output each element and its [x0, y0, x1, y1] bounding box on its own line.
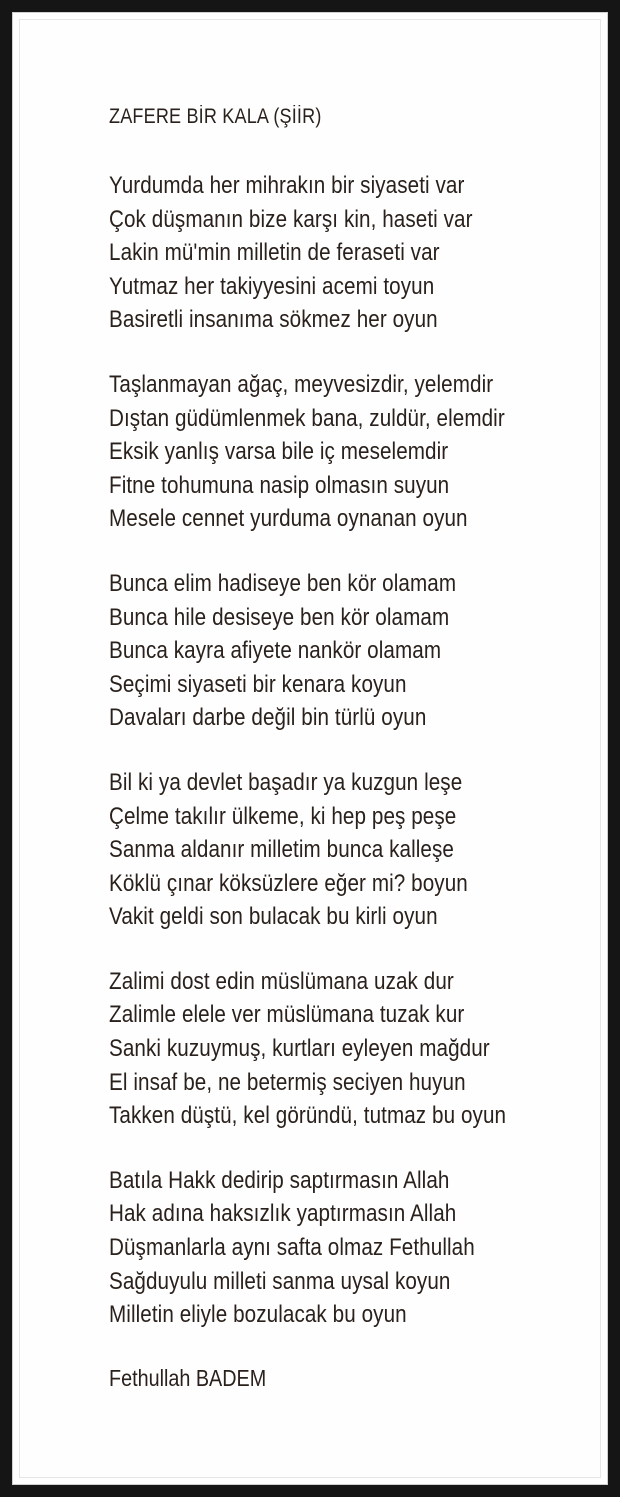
poem-line: Vakit geldi son bulacak bu kirli oyun: [109, 903, 438, 931]
poem-line: Eksik yanlış varsa bile iç meselemdir: [109, 438, 449, 466]
poem-line: Bil ki ya devlet başadır ya kuzgun leşe: [109, 768, 463, 796]
poem-line: Dıştan güdümlenmek bana, zuldür, elemdir: [109, 404, 505, 432]
poem-line: Bunca kayra afiyete nankör olamam: [109, 637, 442, 665]
poem-title: ZAFERE BİR KALA (ŞİİR): [109, 105, 322, 128]
poem-line: El insaf be, ne betermiş seciyen huyun: [109, 1068, 466, 1096]
poem-line: Yurdumda her mihrakın bir siyaseti var: [109, 172, 465, 199]
poem-line: Çok düşmanın bize karşı kin, haseti var: [109, 205, 473, 233]
stanza-4: [109, 766, 513, 934]
poem-line: Lakin mü'min milletin de feraseti var: [109, 239, 440, 267]
poem-line: Taşlanmayan ağaç, meyvesizdir, yelemdir: [109, 370, 494, 398]
poem-line: Takken düştü, kel göründü, tutmaz bu oyun: [109, 1102, 507, 1130]
stanza-3: [109, 567, 513, 735]
poem-line: Seçimi siyaseti bir kenara koyun: [109, 670, 407, 698]
poem-line: Düşmanlarla aynı safta olmaz Fethullah: [109, 1234, 475, 1262]
stanza-1: [109, 169, 513, 337]
poem-line: Sağduyulu milleti sanma uysal koyun: [109, 1267, 451, 1295]
poem-line: Mesele cennet yurduma oynanan oyun: [109, 505, 468, 533]
poem-line: Zalimle elele ver müslümana tuzak kur: [109, 1001, 465, 1029]
stanza-6: [109, 1164, 513, 1332]
poem-line: Hak adına haksızlık yaptırmasın Allah: [109, 1200, 457, 1228]
poem-line: Bunca hile desiseye ben kör olamam: [109, 603, 450, 631]
poem-line: Davaları darbe değil bin türlü oyun: [109, 704, 427, 732]
poem-line: Sanki kuzuymuş, kurtları eyleyen mağdur: [109, 1035, 490, 1063]
poem-line: Köklü çınar köksüzlere eğer mi? boyun: [109, 869, 468, 897]
poem: [109, 103, 513, 1393]
poem-line: Milletin eliyle bozulacak bu oyun: [109, 1301, 407, 1329]
poem-line: Batıla Hakk dedirip saptırmasın Allah: [109, 1166, 450, 1194]
poem-author: Fethullah BADEM: [109, 1364, 267, 1391]
stanza-5: [109, 965, 513, 1133]
poem-line: Basiretli insanıma sökmez her oyun: [109, 306, 438, 334]
stanza-2: [109, 368, 513, 536]
poem-line: Yutmaz her takiyyesini acemi toyun: [109, 272, 435, 300]
poem-line: Çelme takılır ülkeme, ki hep peş peşe: [109, 802, 457, 830]
poem-line: Bunca elim hadiseye ben kör olamam: [109, 569, 457, 597]
poem-line: Zalimi dost edin müslümana uzak dur: [109, 967, 454, 995]
poem-line: Sanma aldanır milletim bunca kalleşe: [109, 836, 454, 864]
poem-card: [12, 12, 608, 1485]
poem-line: Fitne tohumuna nasip olmasın suyun: [109, 471, 450, 499]
